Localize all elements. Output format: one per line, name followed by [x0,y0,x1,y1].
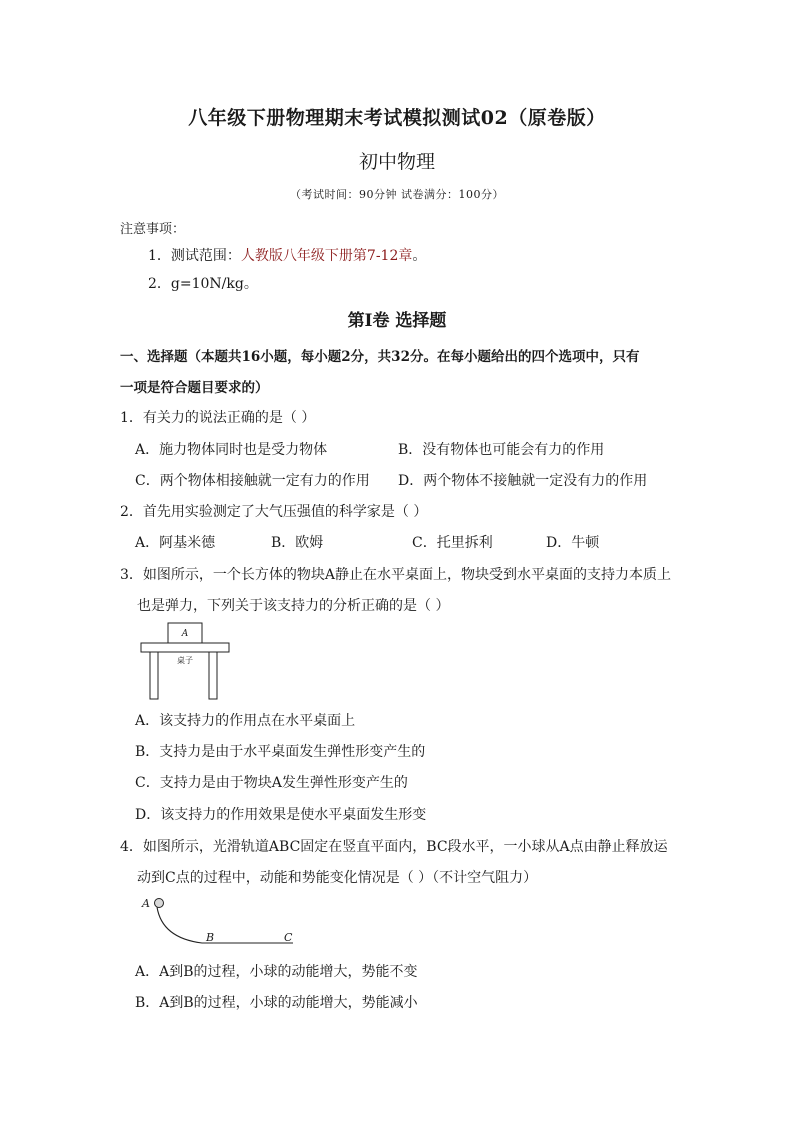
point-c-label: C [284,931,293,944]
note-item-1-suffix: 。 [412,248,427,264]
exam-title: 八年级下册物理期末考试模拟测试02（原卷版） [188,107,606,129]
table-block-figure [136,618,236,702]
question-3-stem-line-1: 3．如图所示，一个长方体的物块A静止在水平桌面上，物块受到水平桌面的支持力本质上 [120,567,672,583]
table-label: 桌子 [177,656,193,665]
note-item-1-prefix: 1．测试范围： [148,248,241,264]
question-2-option-d: D．牛顿 [546,535,600,551]
section-title: 第Ⅰ卷 选择题 [347,311,447,331]
question-1-option-b: B．没有物体也可能会有力的作用 [398,442,605,458]
question-1-option-a: A．施力物体同时也是受力物体 [135,442,328,458]
question-4-stem-line-1: 4．如图所示，光滑轨道ABC固定在竖直平面内，BC段水平，一小球从A点由静止释放运 [120,839,668,855]
point-a-label: A [142,897,150,910]
question-4-option-a: A．A到B的过程，小球的动能增大，势能不变 [135,964,418,980]
question-2-option-b: B．欧姆 [271,535,324,551]
question-3-option-c: C．支持力是由于物块A发生弹性形变产生的 [135,775,408,791]
question-3-option-d: D．该支持力的作用效果是使水平桌面发生形变 [135,807,427,823]
subject-title: 初中物理 [358,151,435,173]
question-2-stem: 2．首先用实验测定了大气压强值的科学家是（ ） [120,504,428,520]
question-3-option-b: B．支持力是由于水平桌面发生弹性形变产生的 [135,744,426,760]
question-3-stem-line-2: 也是弹力，下列关于该支持力的分析正确的是（ ） [137,598,450,614]
note-item-1 [148,245,426,265]
question-3-option-a: A．该支持力的作用点在水平桌面上 [135,713,356,729]
table-leg-left [150,652,158,699]
ball [155,899,164,908]
point-b-label: B [206,931,215,944]
note-item-2: 2．g=10N/kg。 [148,276,258,292]
table-leg-right [209,652,217,699]
question-4-stem-line-2: 动到C点的过程中，动能和势能变化情况是（ ）（不计空气阻力） [137,870,538,886]
notes-heading: 注意事项： [120,222,186,237]
track-abc [157,907,293,943]
question-2-option-a: A．阿基米德 [135,535,216,551]
exam-info: （考试时间：90分钟 试卷满分：100分） [290,188,504,201]
section-instruction-line-1: 一、选择题（本题共16小题，每小题2分，共32分。在每小题给出的四个选项中，只有 [120,349,640,365]
section-instruction-line-2: 一项是符合题目要求的） [120,380,269,396]
track-figure [136,892,306,948]
note-item-1-scope: 人教版八年级下册第7-12章 [240,248,413,264]
question-1-option-d: D．两个物体不接触就一定没有力的作用 [398,473,648,489]
question-4-option-b: B．A到B的过程，小球的动能增大，势能减小 [135,995,418,1011]
question-2-option-c: C．托里拆利 [412,535,493,551]
question-1-option-c: C．两个物体相接触就一定有力的作用 [135,473,370,489]
table-top [141,643,229,652]
question-1-stem: 1．有关力的说法正确的是（ ） [120,410,316,426]
block-a-label: A [181,629,189,639]
